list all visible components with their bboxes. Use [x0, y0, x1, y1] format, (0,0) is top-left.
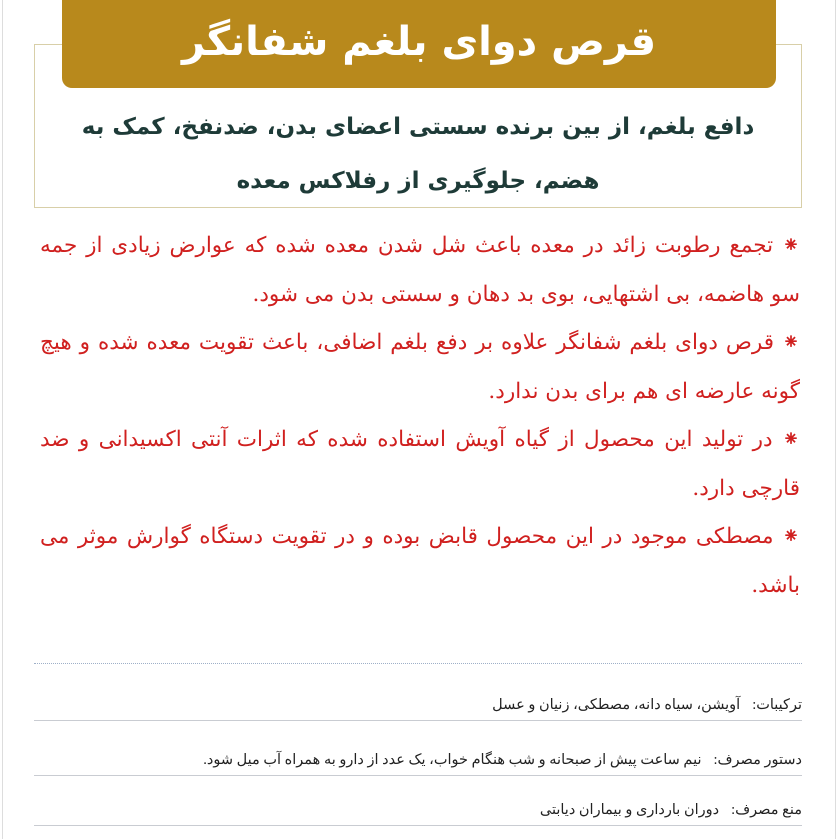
- row-label: منع مصرف:: [731, 802, 802, 818]
- row-label: ترکیبات:: [752, 697, 802, 713]
- ingredients-row: [34, 690, 802, 721]
- row-value: دوران بارداری و بیماران دیابتی: [539, 802, 720, 818]
- paragraph: ⁕ مصطکی موجود در این محصول قابض بوده و در تقویت دستگاه گوارش موثر می باشد.: [40, 524, 800, 598]
- row-value: نیم ساعت پیش از صبحانه و شب هنگام خواب، یک عدد از دارو به همراه آب میل شود.: [203, 752, 702, 768]
- paragraph: ⁕ در تولید این محصول از گیاه آویش استفاده شده که اثرات آنتی اکسیدانی و ضد قارچی دارد.: [40, 427, 800, 501]
- product-subtitle: دافع بلغم، از بین برنده سستی اعضای بدن، ضدنفخ، کمک به هضم، جلوگیری از رفلاکس معده: [81, 114, 755, 194]
- paragraph: ⁕ تجمع رطوبت زائد در معده باعث شل شدن معده شده که عوارض زیادی از جمه سو هاضمه، بی اشتهایی، بوی بد دهان و سستی بدن می شود.: [40, 233, 800, 307]
- contraindications-row: [34, 795, 802, 826]
- row-label: دستور مصرف:: [713, 752, 802, 768]
- usage-row: [34, 745, 802, 776]
- paragraph: ⁕ قرص دوای بلغم شفانگر علاوه بر دفع بلغم اضافی، باعث تقویت معده شده و هیچ گونه عارضه ای هم برای بدن ندارد.: [40, 330, 800, 404]
- dotted-divider: [34, 663, 802, 664]
- description: [40, 222, 800, 610]
- row-value: آویشن، سیاه دانه، مصطکی، زنیان و عسل: [492, 697, 741, 713]
- product-title: قرص دوای بلغم شفانگر: [62, 0, 776, 88]
